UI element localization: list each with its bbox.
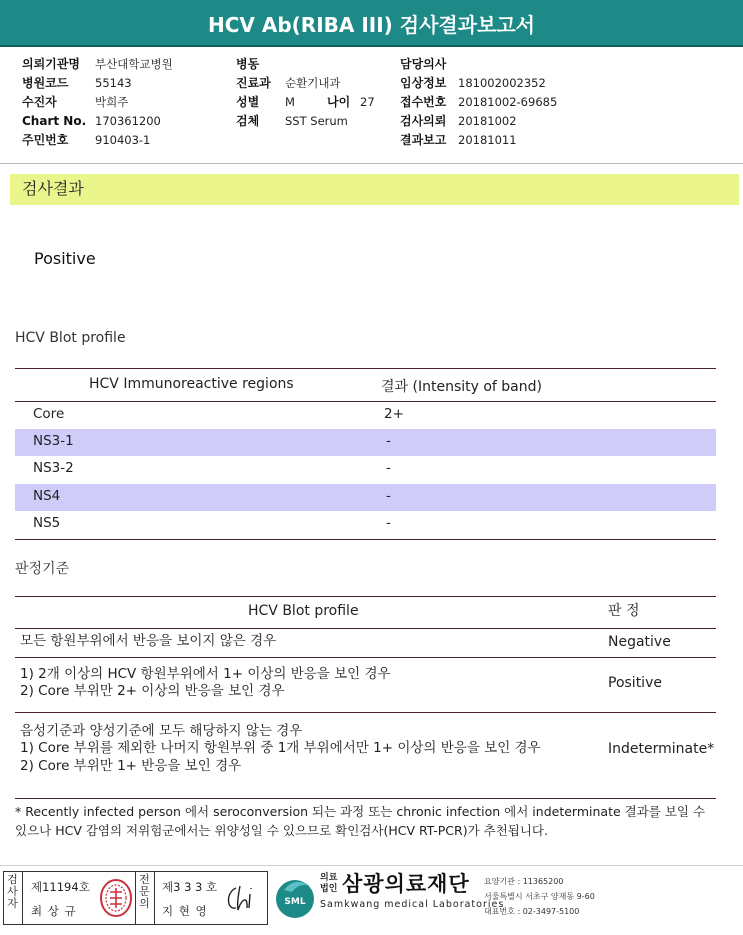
org-english-name: Samkwang medical Laboratories xyxy=(320,899,505,910)
org-prefix-bottom: 법인 xyxy=(320,884,338,894)
intensity-cell: - xyxy=(386,460,391,476)
resident-no-value: 910403-1 xyxy=(95,133,151,147)
receipt-no-label: 접수번호 xyxy=(400,95,447,109)
row-divider xyxy=(15,628,716,629)
column-header-intensity: 결과 (Intensity of band) xyxy=(381,379,542,395)
patient-label: 수진자 xyxy=(22,95,57,109)
org-prefix xyxy=(320,873,337,895)
overall-result: Positive xyxy=(34,249,96,268)
region-cell: NS3-1 xyxy=(33,433,74,449)
contact-line: 대표번호 : 02-3497-5100 xyxy=(484,907,580,916)
footer-divider xyxy=(0,865,743,866)
criteria-table xyxy=(15,596,716,799)
intensity-cell: - xyxy=(386,433,391,449)
examiner-seal-icon xyxy=(99,878,133,918)
patient-value: 박희주 xyxy=(95,95,129,109)
info-row-institution xyxy=(22,55,173,74)
table-header xyxy=(15,369,716,402)
criteria-negative-judgement: Negative xyxy=(608,634,671,650)
criteria-indeterminate-line-3: 2) Core 부위만 1+ 반응을 보인 경우 xyxy=(20,758,242,774)
region-cell: NS5 xyxy=(33,515,61,531)
info-row-request-date xyxy=(400,112,557,131)
chart-no-value: 170361200 xyxy=(95,114,161,128)
examiner-license: 제11194호 xyxy=(31,880,90,894)
ward-label: 병동 xyxy=(236,57,260,71)
table-row xyxy=(15,511,716,538)
info-row-specimen xyxy=(236,112,375,131)
intensity-cell: 2+ xyxy=(384,406,404,422)
info-row-doctor xyxy=(400,55,557,74)
resident-no-label: 주민번호 xyxy=(22,133,69,147)
examiner-label: 검사자 xyxy=(7,873,18,910)
criteria-indeterminate-line-1: 음성기준과 양성기준에 모두 해당하지 않는 경우 xyxy=(20,723,303,739)
hospital-code-value: 55143 xyxy=(95,76,132,90)
specimen-value: SST Serum xyxy=(285,114,348,128)
criteria-negative-text: 모든 항원부위에서 반응을 보이지 않은 경우 xyxy=(20,633,277,649)
criteria-positive-line-1: 1) 2개 이상의 HCV 항원부위에서 1+ 이상의 반응을 보인 경우 xyxy=(20,666,391,682)
specialist-label: 전문의 xyxy=(139,873,150,910)
sex-value: M xyxy=(285,95,295,109)
header-divider xyxy=(0,163,743,164)
section-title: 검사결과 xyxy=(10,174,739,205)
info-row-clinical xyxy=(400,74,557,93)
column-header-profile: HCV Blot profile xyxy=(248,603,359,619)
specimen-label: 검체 xyxy=(236,114,260,128)
contact-line: 서울특별시 서초구 양재동 9-60 xyxy=(484,892,595,901)
row-divider xyxy=(15,657,716,658)
intensity-cell: - xyxy=(386,515,391,531)
info-row-chart-no xyxy=(22,112,173,131)
info-row-patient xyxy=(22,93,173,112)
specialist-name: 지 현 영 xyxy=(162,904,208,918)
dept-label: 진료과 xyxy=(236,76,271,90)
report-date-value: 20181011 xyxy=(458,133,517,147)
contact-line: 요양기관 : 11365200 xyxy=(484,877,564,886)
intensity-cell: - xyxy=(386,488,391,504)
hospital-code-label: 병원코드 xyxy=(22,76,69,90)
divider xyxy=(22,872,23,924)
column-header-judgement: 판 정 xyxy=(608,603,640,619)
request-date-label: 검사의뢰 xyxy=(400,114,447,128)
table-row xyxy=(15,429,716,456)
sml-logo-icon xyxy=(270,872,320,922)
dept-value: 순환기내과 xyxy=(285,76,341,90)
svg-text:SML: SML xyxy=(284,897,306,907)
region-cell: NS4 xyxy=(33,488,61,504)
info-column-3 xyxy=(400,55,557,150)
column-header-region: HCV Immunoreactive regions xyxy=(89,376,294,392)
org-prefix-top: 의료 xyxy=(320,873,338,883)
report-title: HCV Ab(RIBA III) 검사결과보고서 xyxy=(0,0,743,47)
divider xyxy=(154,872,155,924)
info-column-1 xyxy=(22,55,173,150)
info-column-2 xyxy=(236,55,375,131)
table-row xyxy=(15,456,716,483)
info-row-ward xyxy=(236,55,375,74)
signature-box xyxy=(3,871,268,925)
criteria-indeterminate-judgement: Indeterminate* xyxy=(608,741,715,757)
table-row xyxy=(15,402,716,429)
report-date-label: 결과보고 xyxy=(400,133,447,147)
clinical-info-label: 임상정보 xyxy=(400,76,447,90)
chart-no-label: Chart No. xyxy=(22,114,87,128)
blot-profile-table xyxy=(15,368,716,540)
sex-label: 성별 xyxy=(236,95,260,109)
row-divider xyxy=(15,712,716,713)
criteria-positive-line-2: 2) Core 부위만 2+ 이상의 반응을 보인 경우 xyxy=(20,683,285,699)
org-contact xyxy=(484,874,595,919)
age-value: 27 xyxy=(360,95,375,109)
org-name: 삼광의료재단 xyxy=(342,872,470,896)
region-cell: NS3-2 xyxy=(33,460,74,476)
info-row-hospital-code xyxy=(22,74,173,93)
clinical-info-value: 181002002352 xyxy=(458,76,546,90)
doctor-label: 담당의사 xyxy=(400,57,447,71)
info-row-resident-no xyxy=(22,131,173,150)
info-row-dept xyxy=(236,74,375,93)
criteria-indeterminate-line-2: 1) Core 부위를 제외한 나머지 항원부위 중 1개 부위에서만 1+ 이상의 반응을 보인 경우 xyxy=(20,740,541,756)
criteria-heading: 판정기준 xyxy=(15,561,70,577)
examiner-name: 최 상 규 xyxy=(31,904,77,918)
table-row xyxy=(15,484,716,511)
footnote: * Recently infected person 에서 seroconversion 되는 과정 또는 chronic infection 에서 indeterminate 결과를 보일 수 있으나 HCV 감염의 저위험군에서는 위양성일 수 있으므로 확인검사(HCV RT-PCR)가 추천됩니다. xyxy=(15,804,706,838)
specialist-signature-icon xyxy=(222,880,262,916)
info-row-report-date xyxy=(400,131,557,150)
receipt-no-value: 20181002-69685 xyxy=(458,95,558,109)
age-label: 나이 xyxy=(327,95,351,109)
info-row-sex-age xyxy=(236,93,375,112)
blot-profile-heading: HCV Blot profile xyxy=(15,330,126,346)
region-cell: Core xyxy=(33,406,65,422)
specialist-license: 제3 3 3 호 xyxy=(162,880,218,894)
criteria-positive-judgement: Positive xyxy=(608,675,662,691)
info-row-receipt xyxy=(400,93,557,112)
institution-value: 부산대학교병원 xyxy=(95,57,173,71)
request-date-value: 20181002 xyxy=(458,114,517,128)
institution-label: 의뢰기관명 xyxy=(22,57,80,71)
